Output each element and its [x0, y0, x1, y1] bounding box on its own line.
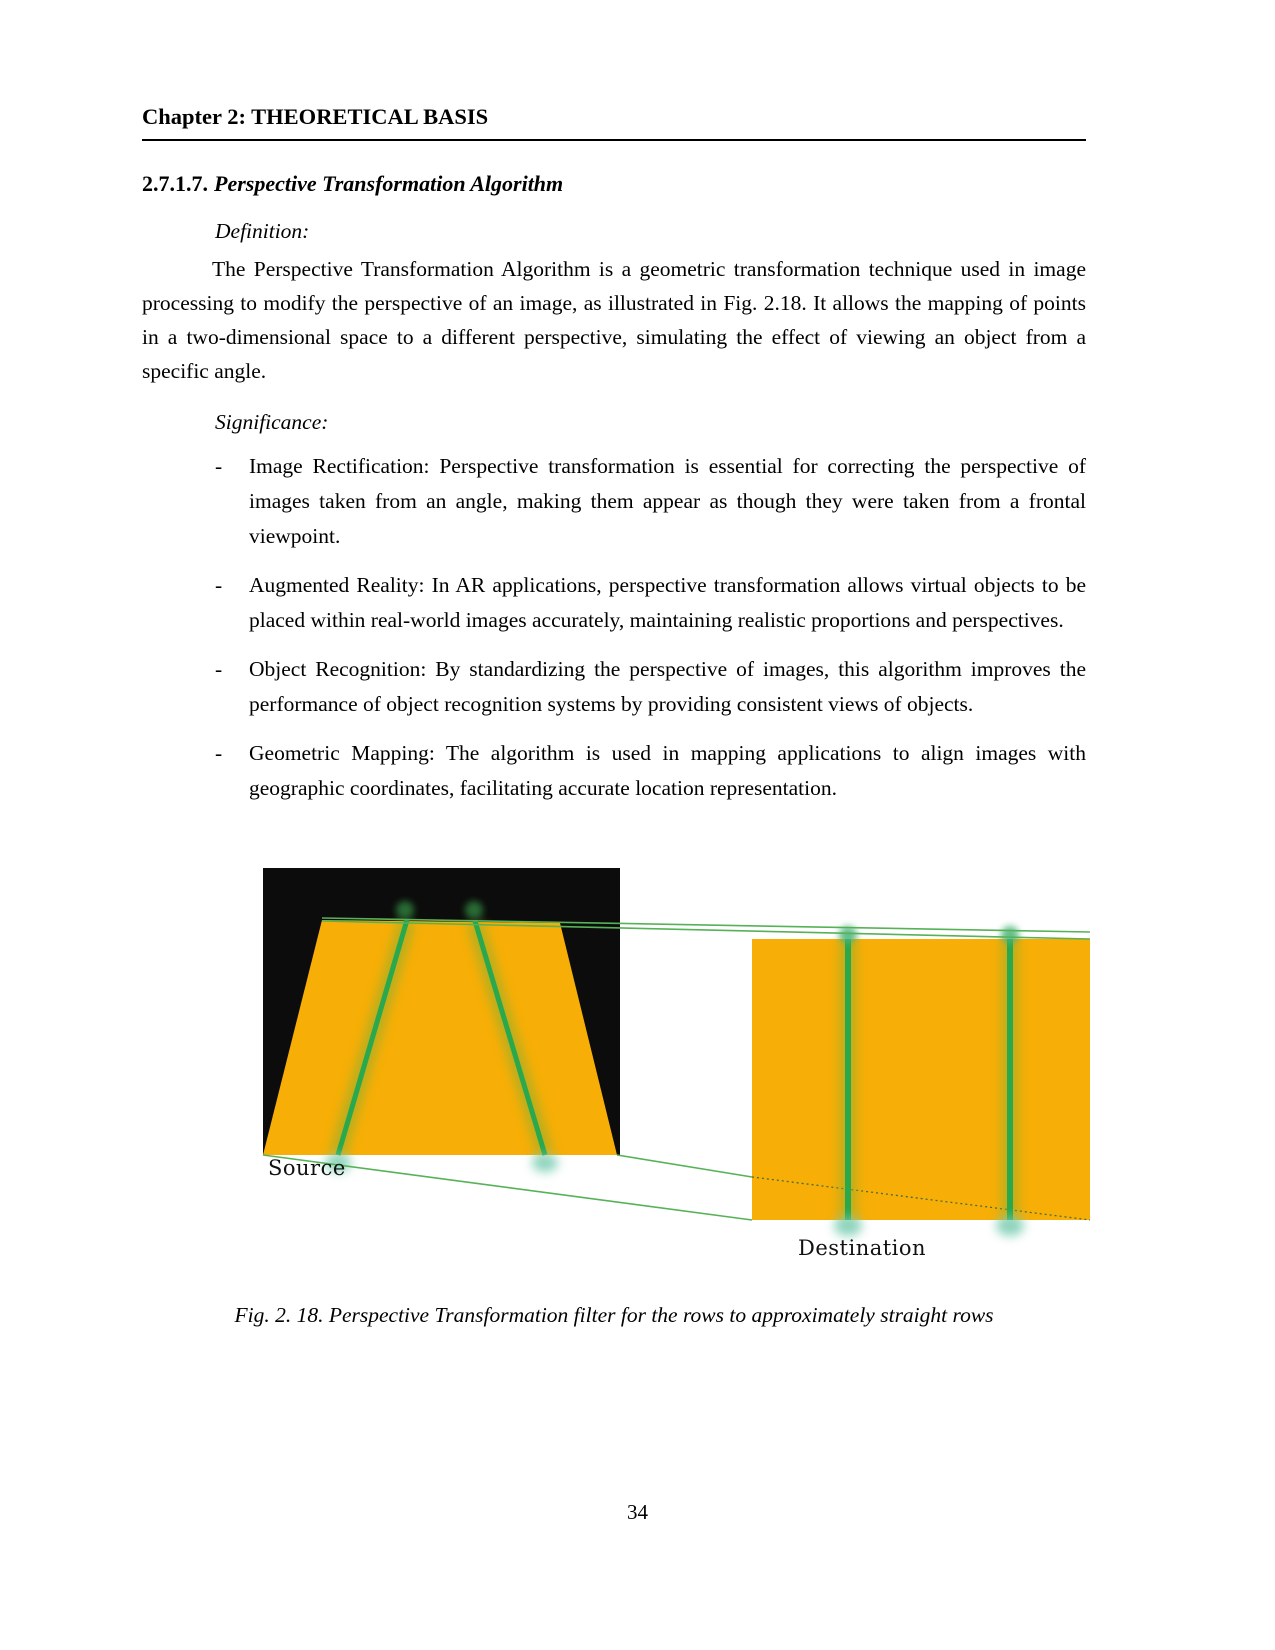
bullet-text: Object Recognition: By standardizing the perspective of images, this algorithm improves the performance of object recognition systems by providing consistent views of objects. [249, 657, 1086, 716]
bullet-item [215, 736, 1086, 806]
figure-perspective-transformation [250, 822, 1100, 1277]
section-heading [142, 171, 1086, 197]
source-image-trapezoid [263, 920, 617, 1155]
definition-label: Definition: [215, 219, 310, 243]
bullet-item [215, 652, 1086, 722]
bullet-text: Geometric Mapping: The algorithm is used in mapping applications to align images with geographic coordinates, facilitating accurate location representation. [249, 741, 1086, 800]
significance-label: Significance: [215, 410, 329, 434]
bullet-marker: - [215, 454, 223, 478]
section-number: 2.7.1.7. [142, 171, 208, 196]
chapter-header-title: Chapter 2: THEORETICAL BASIS [142, 104, 489, 129]
definition-paragraph: The Perspective Transformation Algorithm is a geometric transformation technique used in image processing to modify the perspective of an image, as illustrated in Fig. 2.18. It allows the mapping of points in a two-dimensional space to a different perspective, simulating the effect of viewing an object from a specific angle. [142, 257, 1086, 383]
destination-label: Destination [798, 1236, 927, 1260]
figure-caption: Fig. 2. 18. Perspective Transformation filter for the rows to approximately straight rows [234, 1303, 994, 1327]
destination-image-rect [752, 939, 1090, 1220]
bullet-marker: - [215, 741, 223, 765]
bullet-text: Image Rectification: Perspective transformation is essential for correcting the perspective of images taken from an angle, making them appear as though they were taken from a frontal viewpoint. [249, 454, 1086, 548]
figure-graphic [250, 822, 1100, 1277]
bullet-text: Augmented Reality: In AR applications, perspective transformation allows virtual objects to be placed within real-world images accurately, maintaining realistic proportions and perspectives. [249, 573, 1086, 632]
bullet-marker: - [215, 573, 223, 597]
mapping-line-bottom-right [617, 1155, 752, 1177]
bullet-item [215, 449, 1086, 554]
chapter-header [142, 104, 1086, 141]
page-number: 34 [627, 1500, 648, 1524]
bullet-list [142, 449, 1086, 806]
bullet-item [215, 568, 1086, 638]
source-label: Source [268, 1156, 346, 1180]
bullet-marker: - [215, 657, 223, 681]
section-title: Perspective Transformation Algorithm [214, 171, 564, 196]
